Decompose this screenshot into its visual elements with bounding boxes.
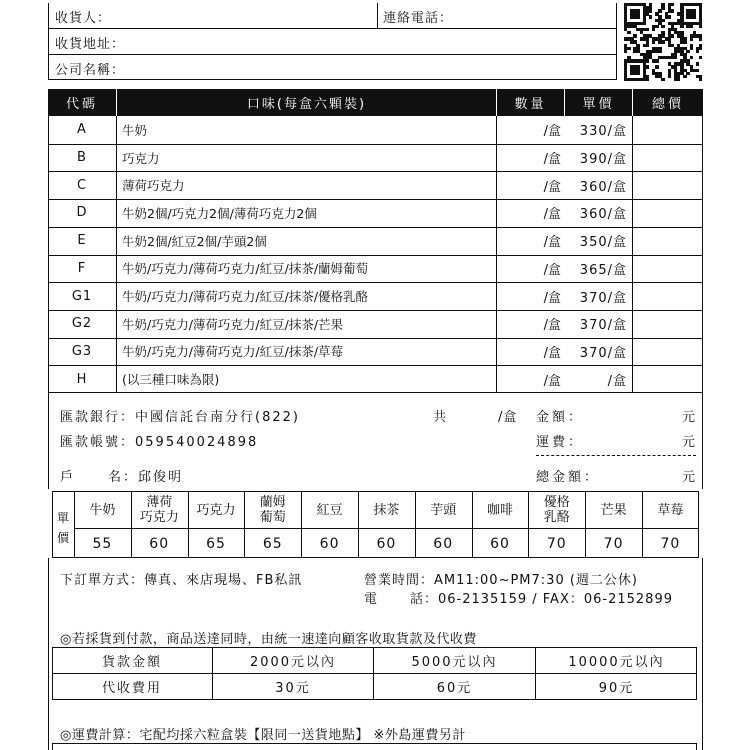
divider — [564, 89, 565, 116]
row-flavor: 牛奶/巧克力/薄荷巧克力/紅豆/抹茶/芒果 — [122, 316, 344, 332]
cod-amount-cell: 貨款金額 — [101, 654, 162, 670]
bank-info: 匯款銀行：中國信託台南分行(822) — [60, 410, 300, 425]
qr-module — [696, 50, 699, 53]
qr-module — [627, 31, 630, 34]
cod-fee-cell: 90元 — [598, 680, 635, 696]
qr-module — [668, 75, 671, 78]
qr-module — [690, 37, 693, 40]
cod-fee-cell: 30元 — [275, 680, 311, 696]
row-code: F — [77, 260, 87, 276]
shipping-note: ◎運費計算：宅配均採六粒盒裝【限同一送貨地點】 ※外島運費另計 — [60, 728, 466, 743]
price-value: 60 — [149, 535, 170, 552]
price-flavor: 芒果 — [600, 502, 627, 518]
recipient-block — [48, 3, 617, 80]
row-qty-unit: /盒 — [543, 318, 561, 334]
qr-module — [652, 28, 655, 31]
shipping-currency: 元 — [682, 435, 697, 450]
total-boxes-label: 共 — [433, 410, 448, 425]
total-boxes-unit: /盒 — [498, 410, 518, 425]
cod-amount-cell: 10000元以內 — [568, 654, 665, 670]
price-flavor: 巧克力 — [196, 502, 236, 518]
divider — [377, 3, 378, 29]
price-flavor: 芋頭 — [430, 502, 457, 518]
header-unit-price: 單價 — [565, 89, 632, 116]
qr-module — [661, 6, 664, 9]
qr-module — [683, 75, 686, 78]
row-unit-price: 365/盒 — [579, 262, 627, 278]
qr-module — [661, 25, 664, 28]
qr-module — [699, 56, 702, 59]
row-unit-price: 360/盒 — [579, 207, 627, 223]
price-flavor: 草莓 — [657, 502, 684, 518]
qr-module — [674, 56, 677, 59]
price-flavor: 優格 乳酪 — [543, 495, 570, 525]
holder-name: 名：邱俊明 — [108, 470, 184, 485]
divider — [496, 89, 497, 116]
qr-module — [636, 15, 639, 18]
row-unit-price: 360/盒 — [579, 179, 627, 195]
header-code: 代碼 — [48, 89, 116, 116]
amount-currency: 元 — [682, 410, 697, 425]
qr-module — [624, 50, 627, 53]
row-unit-price: 350/盒 — [579, 235, 627, 251]
qr-module — [661, 40, 664, 43]
phone-label: 電 — [364, 592, 379, 607]
qr-module — [636, 72, 639, 75]
row-qty-unit: /盒 — [543, 207, 561, 223]
qr-module — [658, 9, 661, 12]
recipient-phone-label: 連絡電話： — [383, 11, 454, 26]
qr-module — [633, 34, 636, 37]
row-flavor: 牛奶2個/紅豆2個/芋頭2個 — [122, 233, 267, 249]
qr-module — [627, 47, 630, 50]
grand-total-currency: 元 — [682, 470, 697, 485]
row-code: A — [77, 122, 87, 138]
business-hours: 營業時間：AM11:00~PM7:30 (週二公休) — [364, 573, 638, 588]
order-methods: 下訂單方式：傳真、來店現場、FB私訊 — [60, 573, 303, 588]
qr-module — [646, 65, 649, 68]
price-flavor: 紅豆 — [316, 502, 343, 518]
row-code: E — [77, 233, 87, 249]
qr-module — [655, 25, 658, 28]
divider — [48, 28, 617, 29]
row-code: C — [76, 177, 88, 193]
phone-fax: 話：06-2135159 / FAX：06-2152899 — [410, 592, 673, 607]
qr-module — [671, 9, 674, 12]
row-unit-price: 370/盒 — [579, 345, 627, 361]
divider — [632, 89, 633, 116]
qr-module — [686, 72, 689, 75]
row-flavor: 牛奶/巧克力/薄荷巧克力/紅豆/抹茶/優格乳酪 — [122, 289, 369, 305]
row-qty-unit: /盒 — [543, 124, 561, 140]
price-flavor: 蘭姆 葡萄 — [259, 495, 286, 525]
row-qty-unit: /盒 — [543, 373, 561, 389]
row-code: G1 — [71, 288, 93, 304]
row-code: H — [76, 371, 88, 387]
qr-module — [699, 37, 702, 40]
recipient-address-label: 收貨地址： — [55, 37, 126, 52]
row-unit-price: 370/盒 — [579, 318, 627, 334]
price-flavor: 薄荷 巧克力 — [139, 495, 179, 525]
shipping-table-top — [52, 743, 697, 750]
qr-module — [668, 15, 671, 18]
row-unit-price: 330/盒 — [579, 124, 627, 140]
holder-label: 戶 — [60, 470, 75, 485]
qr-module — [683, 40, 686, 43]
qr-module — [699, 25, 702, 28]
qr-module — [646, 78, 649, 81]
row-code: B — [77, 150, 87, 166]
price-value: 60 — [376, 535, 397, 552]
header-total-price: 總價 — [633, 89, 703, 116]
row-qty-unit: /盒 — [543, 152, 561, 168]
qr-module — [696, 69, 699, 72]
dashed-divider — [536, 455, 696, 456]
qr-module — [646, 59, 649, 62]
price-value: 70 — [603, 535, 624, 552]
price-flavor: 咖啡 — [486, 502, 513, 518]
qr-module — [649, 15, 652, 18]
qr-module — [690, 25, 693, 28]
row-code: D — [76, 205, 88, 221]
qr-module — [680, 25, 683, 28]
qr-module — [646, 28, 649, 31]
row-code: G2 — [71, 316, 93, 332]
qr-module — [690, 47, 693, 50]
qr-module — [652, 40, 655, 43]
divider — [116, 89, 117, 116]
qr-module — [699, 47, 702, 50]
row-flavor: 巧克力 — [122, 150, 160, 166]
qr-module — [655, 65, 658, 68]
header-quantity: 數量 — [497, 89, 564, 116]
row-flavor: 牛奶2個/巧克力2個/薄荷巧克力2個 — [122, 205, 317, 221]
cod-fee-cell: 代收費用 — [101, 680, 162, 696]
unit-price-side-label-2: 價 — [56, 530, 69, 545]
row-flavor: 牛奶 — [122, 122, 148, 138]
cod-fee-cell: 60元 — [436, 680, 473, 696]
divider — [48, 54, 617, 55]
qr-module — [699, 78, 702, 81]
price-value: 65 — [206, 535, 226, 552]
qr-module — [661, 78, 664, 81]
row-unit-price: 390/盒 — [579, 152, 627, 168]
recipient-company-label: 公司名稱： — [55, 63, 126, 78]
cod-amount-cell: 2000元以內 — [249, 654, 337, 670]
row-qty-unit: /盒 — [543, 290, 561, 306]
price-value: 60 — [319, 535, 340, 552]
price-value: 60 — [433, 535, 454, 552]
price-value: 70 — [546, 535, 567, 552]
qr-module — [655, 59, 658, 62]
qr-module — [690, 56, 693, 59]
amount-label: 金額： — [536, 410, 585, 425]
qr-module — [671, 34, 674, 37]
row-code: G3 — [71, 343, 93, 359]
qr-module — [643, 22, 646, 25]
grand-total-label: 總金額： — [536, 470, 601, 485]
qr-module — [693, 15, 696, 18]
row-flavor: 薄荷巧克力 — [122, 178, 185, 194]
price-value: 55 — [92, 535, 113, 552]
qr-module — [646, 44, 649, 47]
recipient-name-label: 收貨人： — [55, 11, 112, 26]
qr-module — [686, 50, 689, 53]
qr-module — [658, 50, 661, 53]
qr-module — [696, 62, 699, 65]
qr-module — [649, 9, 652, 12]
qr-module — [677, 78, 680, 81]
qr-code — [624, 3, 702, 80]
shipping-label: 運費： — [536, 435, 585, 450]
cod-note: ◎若採貨到付款，商品送達同時，由統一速達向顧客收取貨款及代收費 — [60, 632, 477, 647]
row-unit-price: /盒 — [607, 373, 627, 389]
account-info: 匯款帳號：059540024898 — [60, 435, 259, 450]
cod-amount-cell: 5000元以內 — [411, 654, 498, 670]
unit-price-side-label-1: 單 — [56, 510, 69, 525]
header-flavor: 口味(每盒六顆裝) — [117, 89, 496, 116]
row-qty-unit: /盒 — [543, 345, 561, 361]
qr-module — [671, 3, 674, 6]
price-value: 65 — [262, 535, 283, 552]
row-qty-unit: /盒 — [543, 179, 561, 195]
price-flavor: 抹茶 — [373, 502, 400, 518]
price-value: 60 — [490, 535, 510, 552]
row-flavor: 牛奶/巧克力/薄荷巧克力/紅豆/抹茶/草莓 — [122, 344, 344, 360]
row-qty-unit: /盒 — [543, 262, 561, 278]
row-qty-unit: /盒 — [543, 235, 561, 251]
price-flavor: 牛奶 — [89, 502, 116, 518]
row-unit-price: 370/盒 — [579, 290, 627, 306]
price-value: 70 — [660, 535, 681, 552]
row-flavor: (以三種口味為限) — [122, 372, 220, 388]
row-flavor: 牛奶/巧克力/薄荷巧克力/紅豆/抹茶/蘭姆葡萄 — [122, 261, 369, 277]
qr-module — [661, 19, 664, 22]
